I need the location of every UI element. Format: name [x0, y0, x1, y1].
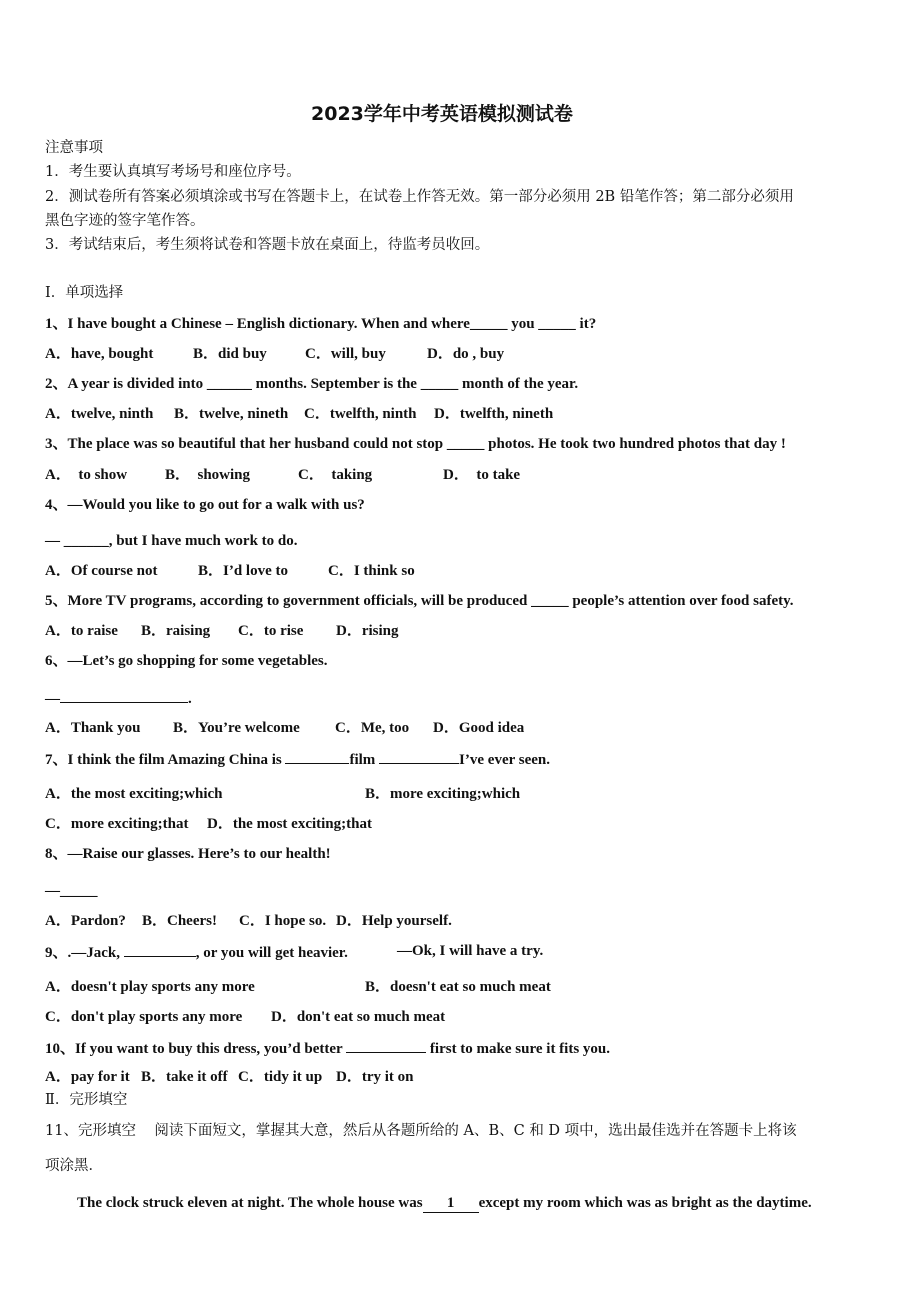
q6-dash: — — [45, 691, 60, 707]
q9-option-c: C．don't play sports any more — [45, 1009, 243, 1025]
q9-option-b: B．doesn't eat so much meat — [365, 979, 551, 995]
question-4: 4、—Would you like to go out for a walk with us? — [45, 497, 365, 513]
question-3: 3、The place was so beautiful that her husband could not stop _____ photos. He took two hundred photos that day ! — [45, 436, 786, 452]
q7-option-b: B．more exciting;which — [365, 786, 521, 802]
question-2: 2、A year is divided into ______ months. September is the _____ month of the year. — [45, 376, 579, 392]
q8-option-c: C．I hope so. — [239, 913, 327, 929]
q7-blank-1 — [285, 749, 349, 764]
q7-part-1: 7、I think the film Amazing China is — [45, 752, 286, 768]
q9-part-1: 9、.—Jack, — [45, 945, 124, 961]
q1-option-d: D．do , buy — [427, 346, 505, 362]
question-7 — [45, 749, 550, 769]
passage-part-2: except my room which was as bright as the daytime. — [478, 1195, 812, 1211]
question-8: 8、—Raise our glasses. Here’s to our health! — [45, 846, 331, 862]
q6-option-a: A．Thank you — [45, 720, 141, 736]
q8-option-b: B．Cheers! — [142, 913, 217, 929]
q6-option-b: B．You’re welcome — [173, 720, 300, 736]
q10-option-a: A．pay for it — [45, 1069, 130, 1085]
q5-option-d: D．rising — [336, 623, 399, 639]
q10-option-c: C．tidy it up — [238, 1069, 323, 1085]
question-11-instructions: 11、完形填空 阅读下面短文，掌握其大意，然后从各题所给的 A、B、C 和 D 项中，选出最佳选并在答题卡上将该 — [45, 1123, 797, 1139]
q2-option-a: A．twelve, ninth — [45, 406, 154, 422]
notice-item-2: 2．测试卷所有答案必须填涂或书写在答题卡上，在试卷上作答无效。第一部分必须用 2B 铅笔作答；第二部分必须用 — [45, 189, 794, 205]
q9-blank — [124, 942, 196, 957]
q7-part-2: film — [349, 752, 380, 768]
q6-answer-blank — [60, 688, 188, 703]
section-2-heading: Ⅱ．完形填空 — [45, 1092, 128, 1108]
q5-option-b: B．raising — [141, 623, 211, 639]
q8-option-d: D．Help yourself. — [336, 913, 452, 929]
q3-option-d: D． to take — [443, 467, 521, 483]
q9-option-d: D．don't eat so much meat — [271, 1009, 446, 1025]
question-4-reply: — ______, but I have much work to do. — [45, 533, 298, 549]
q2-option-b: B．twelve, nineth — [174, 406, 289, 422]
question-5: 5、More TV programs, according to government officials, will be produced _____ people’s attention over food safety. — [45, 593, 794, 609]
q3-option-c: C． taking — [298, 467, 373, 483]
q1-option-a: A．have, bought — [45, 346, 154, 362]
q6-period: . — [188, 691, 192, 707]
q3-option-b: B． showing — [165, 467, 251, 483]
notice-item-2-cont: 黑色字迹的签字笔作答。 — [45, 213, 205, 229]
q1-option-c: C．will, buy — [305, 346, 386, 362]
cloze-passage — [77, 1194, 812, 1213]
passage-blank-1 — [423, 1194, 479, 1213]
q10-part-2: first to make sure it fits you. — [426, 1041, 611, 1057]
notice-item-3: 3．考试结束后，考生须将试卷和答题卡放在桌面上，待监考员收回。 — [45, 237, 490, 253]
question-6: 6、—Let’s go shopping for some vegetables. — [45, 653, 328, 669]
q7-blank-2 — [379, 749, 459, 764]
q4-option-a: A．Of course not — [45, 563, 158, 579]
passage-blank-number: 1 — [446, 1195, 455, 1211]
q7-option-c: C．more exciting;that — [45, 816, 189, 832]
q9-option-a: A．doesn't play sports any more — [45, 979, 255, 995]
page-title: 2023学年中考英语模拟测试卷 — [311, 103, 573, 125]
q10-option-d: D．try it on — [336, 1069, 414, 1085]
q2-option-c: C．twelfth, ninth — [304, 406, 417, 422]
q5-option-a: A．to raise — [45, 623, 118, 639]
q7-option-a: A．the most exciting;which — [45, 786, 223, 802]
q7-option-d: D．the most exciting;that — [207, 816, 372, 832]
q4-option-b: B．I’d love to — [198, 563, 289, 579]
question-9 — [45, 942, 348, 962]
question-9-reply: —Ok, I will have a try. — [397, 943, 544, 959]
notice-item-1: 1．考生要认真填写考场号和座位序号。 — [45, 164, 301, 180]
q4-option-c: C．I think so — [328, 563, 415, 579]
q3-option-a: A． to show — [45, 467, 128, 483]
section-1-heading: Ⅰ．单项选择 — [45, 285, 124, 301]
q6-option-c: C．Me, too — [335, 720, 410, 736]
question-11-instructions-cont: 项涂黑． — [45, 1158, 103, 1174]
q8-option-a: A．Pardon? — [45, 913, 126, 929]
q5-option-c: C．to rise — [238, 623, 304, 639]
q6-option-d: D．Good idea — [433, 720, 525, 736]
q7-part-3: I’ve ever seen. — [459, 752, 550, 768]
passage-part-1: The clock struck eleven at night. The whole house was — [77, 1195, 423, 1211]
question-6-reply — [45, 688, 192, 708]
q10-option-b: B．take it off — [141, 1069, 228, 1085]
question-8-reply: —_____ — [45, 883, 98, 899]
question-10 — [45, 1038, 610, 1058]
q10-part-1: 10、If you want to buy this dress, you’d better — [45, 1041, 347, 1057]
q2-option-d: D．twelfth, nineth — [434, 406, 554, 422]
q1-option-b: B．did buy — [193, 346, 267, 362]
notice-heading: 注意事项 — [45, 140, 103, 156]
question-1: 1、I have bought a Chinese – English dictionary. When and where_____ you _____ it? — [45, 316, 597, 332]
q9-part-2: , or you will get heavier. — [195, 945, 348, 961]
q10-blank — [346, 1038, 426, 1053]
